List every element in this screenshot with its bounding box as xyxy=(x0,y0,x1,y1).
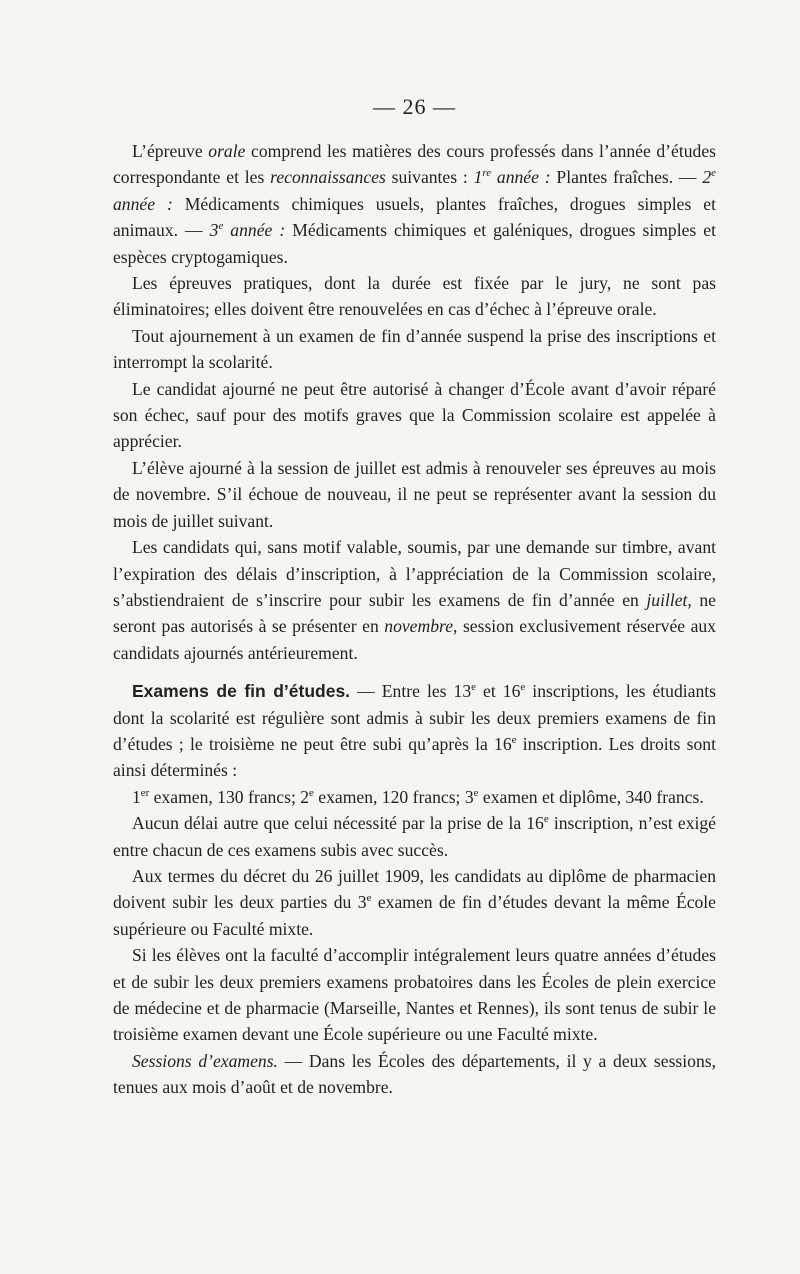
text-run: orale xyxy=(208,141,246,161)
paragraph-candidat-ajourne xyxy=(113,376,716,455)
superscript: e xyxy=(218,220,224,233)
text-run: session exclusivement réservée aux candidats ajournés antérieurement. xyxy=(113,616,716,663)
paragraph-ajournement xyxy=(113,323,716,376)
paragraph-faculte-accomplir xyxy=(113,942,716,1048)
text-run: Le candidat ajourné ne peut être autorisé à changer d’École avant d’avoir réparé son échec, sauf pour des motifs graves que la Commission scolaire est appelée à apprécier. xyxy=(113,378,716,452)
text-run: Les épreuves pratiques, dont la durée est fixée par le jury, ne sont pas éliminatoires; elles doivent être renouvelées en cas d’échec à l’épreuve orale. xyxy=(113,273,716,320)
body-text xyxy=(113,138,716,1101)
text-run: 1 xyxy=(473,167,483,188)
text-run: Tout ajournement à un examen de fin d’année suspend la prise des inscriptions et interrompt la scolarité. xyxy=(113,325,716,373)
text-run: année : xyxy=(223,220,286,241)
text-run: examen, 120 francs; 3 xyxy=(313,786,474,807)
paragraph-decret-1909 xyxy=(113,863,716,942)
text-run: juillet, xyxy=(646,589,692,610)
text-run: L’élève ajourné à la session de juillet est admis à renouveler ses épreuves au mois de novembre. S’il échoue de nouveau, il ne peut se représenter avant la session du mois de juillet suivant. xyxy=(113,457,716,531)
superscript: e xyxy=(309,786,314,799)
text-run: inscription, n’est exigé entre chacun de ces examens subis avec succès. xyxy=(113,813,716,860)
page-number: — 26 — xyxy=(373,94,456,119)
paragraph-eleve-ajourne xyxy=(113,455,716,534)
superscript: er xyxy=(140,786,150,799)
text-run: 1 xyxy=(132,786,141,807)
text-run: examen, 130 francs; 2 xyxy=(149,786,310,807)
superscript: e xyxy=(543,813,549,826)
text-run: Si les élèves ont la faculté d’accomplir intégralement leurs quatre années d’études et de subir les deux premiers examens probatoires dans les Écoles de plein exercice de médecine et de pharmacie (Marseille, Nantes et Rennes), ils sont tenus de subir le troisième examen devant une École supérieure ou une Faculté mixte. xyxy=(113,945,716,1045)
text-run: inscriptions, les étudiants dont la scolarité est régulière sont admis à subir les deux premiers examens de fin d’études ; le troisième ne peut être subi qu’après la 16 xyxy=(113,681,716,754)
text-run: Aux termes du décret du 26 juillet 1909, les candidats au diplôme de pharmacien doivent subir les deux parties du 3 xyxy=(113,865,716,913)
paragraph-examens-fin-etudes xyxy=(113,678,716,784)
text-run: — Entre les 13 xyxy=(350,681,472,702)
text-run: Médicaments chimiques usuels, plantes fraîches, drogues simples et animaux. — xyxy=(113,193,716,241)
paragraph-epreuve-orale xyxy=(113,138,716,270)
superscript: e xyxy=(471,681,476,694)
superscript: e xyxy=(511,734,517,747)
superscript: e xyxy=(520,681,526,694)
text-run: 3 xyxy=(209,220,219,241)
text-run: examen de fin d’études devant la même École supérieure ou Faculté mixte. xyxy=(113,892,716,939)
paragraph-aucun-delai xyxy=(113,810,716,863)
superscript: e xyxy=(473,786,479,799)
paragraph-candidats-sans-motif xyxy=(113,534,716,666)
text-run: Aucun délai autre que celui nécessité par la prise de la 16 xyxy=(132,813,544,834)
text-run: inscription. Les droits sont ainsi déterminés : xyxy=(113,733,716,781)
text-run: Plantes fraîches. — xyxy=(550,167,703,188)
text-run: année : xyxy=(113,193,173,214)
text-run: reconnaissances xyxy=(270,167,386,188)
section-heading: Examens de fin d’études. xyxy=(132,681,351,702)
text-run: année : xyxy=(491,167,551,188)
text-run: examen et diplôme, 340 francs. xyxy=(478,786,704,807)
text-run: ne seront pas autorisés à se présenter en xyxy=(113,589,716,637)
text-run: et 16 xyxy=(475,681,521,702)
text-run: 2 xyxy=(702,167,712,188)
paragraph-epreuves-pratiques xyxy=(113,270,716,323)
text-run: Les candidats qui, sans motif valable, soumis, par une demande sur timbre, avant l’expiration des délais d’inscription, à l’appréciation de la Commission scolaire, s’abstiendraient de s’inscrire pour subir les examens de fin d’année en xyxy=(113,537,716,610)
superscript: re xyxy=(482,167,492,180)
superscript: e xyxy=(366,892,372,905)
text-run: L’épreuve xyxy=(132,141,209,161)
text-run: suivantes : xyxy=(385,167,474,188)
paragraph-droits xyxy=(113,784,716,810)
superscript: e xyxy=(711,167,716,180)
text-run: Sessions d’examens. xyxy=(132,1050,278,1071)
text-run: novembre, xyxy=(384,616,458,637)
text-run: comprend les matières des cours professés dans l’année d’études correspondante et les xyxy=(113,141,716,188)
paragraph-sessions-examens xyxy=(113,1048,716,1101)
text-run: Médicaments chimiques et galéniques, drogues simples et espèces cryptogamiques. xyxy=(113,220,717,267)
text-run: — Dans les Écoles des départements, il y a deux sessions, tenues aux mois d’août et de novembre. xyxy=(113,1050,716,1098)
